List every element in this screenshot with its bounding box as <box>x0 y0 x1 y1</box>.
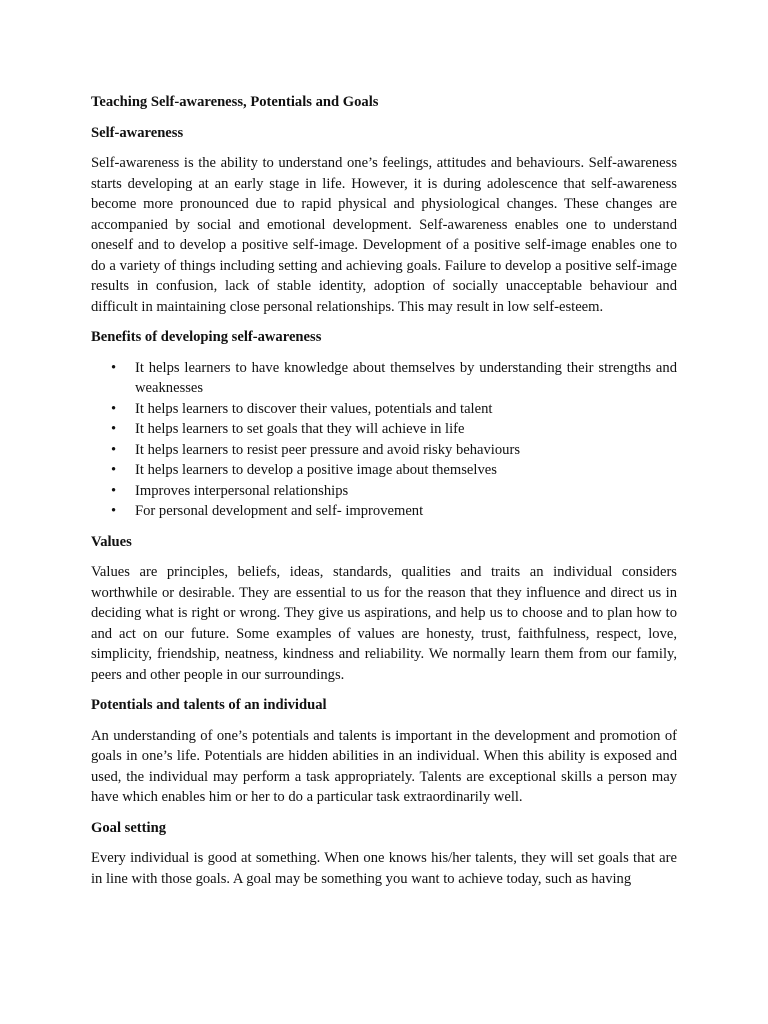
bullet-icon: • <box>111 503 117 519</box>
list-item-text: For personal development and self- improvement <box>135 503 424 519</box>
document-title: Teaching Self-awareness, Potentials and Goals <box>91 94 379 110</box>
benefits-list <box>91 358 677 522</box>
bullet-icon: • <box>111 441 117 458</box>
bullet-icon: • <box>111 359 117 376</box>
list-item <box>91 481 677 502</box>
paragraph-potentials: An understanding of one’s potentials and talents is important in the development and promotion of goals in one’s life. Potentials are hidden abilities in an individual. When this ability is exposed and used, the individual may perform a task appropriately. Talents are exceptional skills a person may have which enables him or her to do a particular task extraordinarily well. <box>91 727 677 805</box>
list-item-text: It helps learners to discover their values, potentials and talent <box>135 400 493 417</box>
bullet-icon: • <box>111 421 117 437</box>
document-page <box>91 92 677 899</box>
paragraph-self-awareness: Self-awareness is the ability to understand one’s feelings, attitudes and behaviours. Self-awareness starts developing at an early stage in life. However, it is during adolescence that self-awareness become more pronounced due to rapid physical and physiological changes. These changes are accompanied by social and emotional development. Self-awareness enables one to understand oneself and to develop a positive self-image. Development of a positive self-image enables one to do a variety of things including setting and achieving goals. Failure to develop a positive self-image results in confusion, lack of stable identity, adoption of socially unacceptable behaviour and difficult in maintaining close personal relationships. This may result in low self-esteem. <box>91 155 677 315</box>
paragraph-values: Values are principles, beliefs, ideas, standards, qualities and traits an individual considers worthwhile or desirable. They are essential to us for the reason that they influence and direct us in deciding what is right or wrong. They give us aspirations, and help us to choose and to plan how to and act on our future. Some examples of values are honesty, trust, faithfulness, respect, love, simplicity, friendship, neatness, kindness and reliability. We normally learn them from our family, peers and other people in our surroundings. <box>91 564 677 683</box>
section-heading-values: Values <box>91 533 132 550</box>
list-item <box>91 460 677 481</box>
list-item <box>91 440 677 461</box>
section-heading-potentials: Potentials and talents of an individual <box>91 697 327 713</box>
section-heading-goal-setting: Goal setting <box>91 819 166 836</box>
list-item <box>91 501 677 522</box>
list-item-text: It helps learners to have knowledge about themselves by understanding their strengths and weaknesses <box>135 359 677 396</box>
list-item <box>91 399 677 420</box>
list-item-text: Improves interpersonal relationships <box>135 482 349 499</box>
list-item <box>91 358 677 399</box>
list-item-text: It helps learners to resist peer pressure and avoid risky behaviours <box>135 441 520 458</box>
section-heading-benefits: Benefits of developing self-awareness <box>91 329 322 345</box>
list-item-text: It helps learners to develop a positive image about themselves <box>135 462 497 478</box>
list-item-text: It helps learners to set goals that they will achieve in life <box>135 421 465 437</box>
list-item <box>91 419 677 440</box>
section-heading-self-awareness: Self-awareness <box>91 124 184 141</box>
bullet-icon: • <box>111 482 117 499</box>
bullet-icon: • <box>111 462 117 478</box>
paragraph-goal-setting: Every individual is good at something. When one knows his/her talents, they will set goals that are in line with those goals. A goal may be something you want to achieve today, such as having <box>91 850 677 887</box>
bullet-icon: • <box>111 400 117 417</box>
